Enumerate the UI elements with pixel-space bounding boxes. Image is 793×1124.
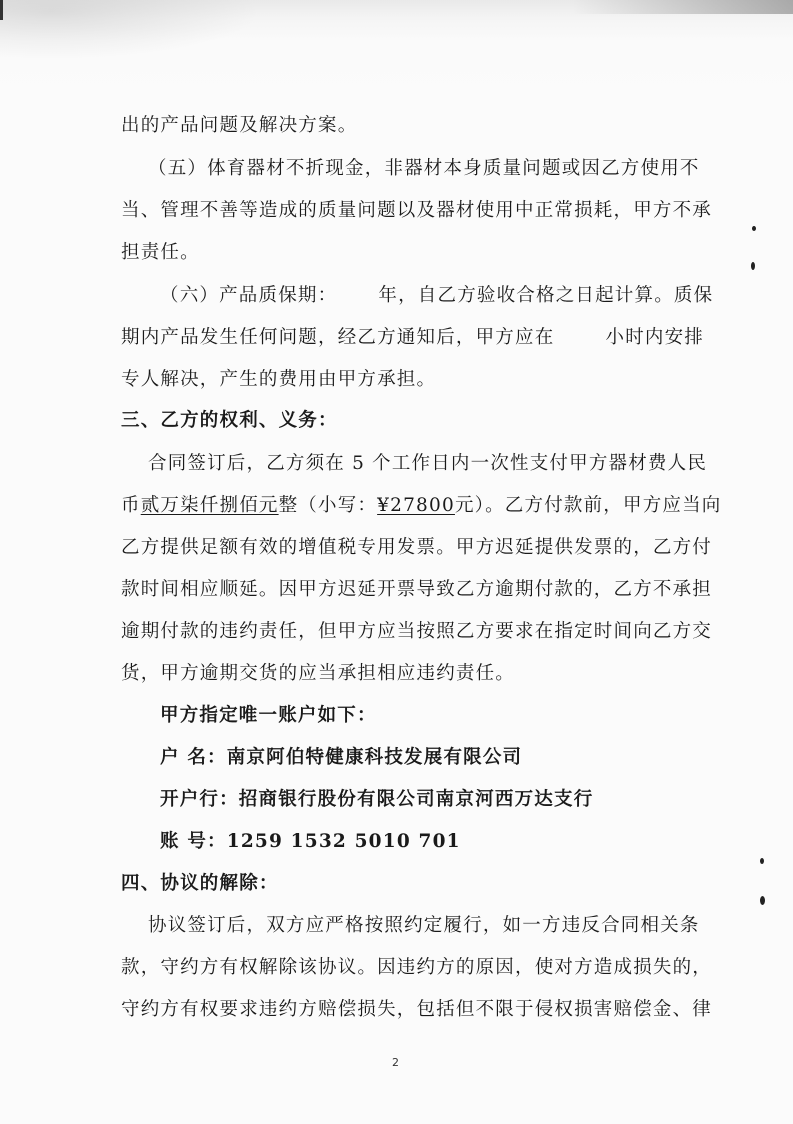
- paragraph-text: 整（小写：: [278, 495, 378, 516]
- section-heading-text: 四、协议的解除：: [121, 873, 279, 894]
- text-line: [0, 535, 793, 561]
- amount-in-words: 贰万柒仟捌佰元: [140, 495, 279, 516]
- scan-shadow-top-right: [573, 0, 793, 14]
- paragraph-text: 小时内安排: [605, 327, 705, 348]
- paragraph-text: 货，甲方逾期交货的应当承担相应违约责任。: [121, 663, 516, 684]
- text-line: [0, 661, 793, 687]
- account-name-line: [0, 745, 793, 771]
- paragraph-text: 合同签订后，乙方须在 5 个工作日内一次性支付甲方器材费人民: [148, 453, 708, 474]
- account-title: [0, 703, 793, 729]
- text-line: [0, 198, 793, 224]
- paragraph-text: 款，守约方有权解除该协议。因违约方的原因，使对方造成损失的，: [121, 957, 713, 978]
- text-line: [0, 240, 793, 266]
- paragraph-text: 专人解决，产生的费用由甲方承担。: [121, 369, 437, 390]
- account-number-line: [0, 829, 793, 855]
- account-bank-line: [0, 787, 793, 813]
- paragraph-text: 年，自乙方验收合格之日起计算。质保: [378, 285, 714, 306]
- paragraph-text: （六）产品质保期：: [160, 285, 338, 306]
- account-name: 户 名：南京阿伯特健康科技发展有限公司: [160, 747, 523, 768]
- paragraph-text: 担责任。: [121, 242, 200, 263]
- text-line: [0, 955, 793, 981]
- section-heading: [0, 871, 793, 897]
- scan-speck: [760, 858, 764, 864]
- text-line: [0, 451, 793, 477]
- paragraph-text: 款时间相应顺延。因甲方迟延开票导致乙方逾期付款的，乙方不承担: [121, 579, 713, 600]
- paragraph-text: 乙方提供足额有效的增值税专用发票。甲方迟延提供发票的，乙方付: [121, 537, 713, 558]
- paragraph-text: 期内产品发生任何问题，经乙方通知后，甲方应在: [121, 327, 555, 348]
- paragraph-text: 守约方有权要求违约方赔偿损失，包括但不限于侵权损害赔偿金、律: [121, 999, 713, 1020]
- text-line: [0, 283, 793, 309]
- text-line: [0, 493, 793, 519]
- section-heading: [0, 408, 793, 434]
- paragraph-text: 当、管理不善等造成的质量问题以及器材使用中正常损耗，甲方不承: [121, 200, 713, 221]
- paragraph-text: 协议签订后，双方应严格按照约定履行，如一方违反合同相关条: [148, 915, 700, 936]
- paragraph-text: 出的产品问题及解决方案。: [121, 115, 358, 136]
- account-number: 账 号：1259 1532 5010 701: [160, 831, 461, 852]
- text-line: [0, 367, 793, 393]
- section-heading-text: 三、乙方的权利、义务：: [121, 410, 338, 431]
- scan-shadow-top-left: [0, 0, 260, 60]
- text-line: [0, 325, 793, 351]
- text-line: [0, 156, 793, 182]
- paragraph-text: 币: [121, 495, 141, 516]
- text-line: [0, 619, 793, 645]
- text-line: [0, 577, 793, 603]
- paragraph-text: 逾期付款的违约责任，但甲方应当按照乙方要求在指定时间向乙方交: [121, 621, 713, 642]
- account-title-text: 甲方指定唯一账户如下：: [160, 705, 377, 726]
- paragraph-text: （五）体育器材不折现金，非器材本身质量问题或因乙方使用不: [148, 158, 700, 179]
- page-number: 2: [392, 1056, 399, 1069]
- scan-speck: [760, 896, 765, 905]
- scan-edge-mark: [0, 0, 3, 20]
- amount-in-figures: ¥27800: [377, 495, 455, 516]
- paragraph-text: 元）。乙方付款前，甲方应当向: [454, 495, 722, 516]
- text-line: [0, 997, 793, 1023]
- text-line: [0, 913, 793, 939]
- account-bank: 开户行：招商银行股份有限公司南京河西万达支行: [160, 789, 594, 810]
- scan-speck: [752, 226, 756, 231]
- text-line: [0, 113, 793, 139]
